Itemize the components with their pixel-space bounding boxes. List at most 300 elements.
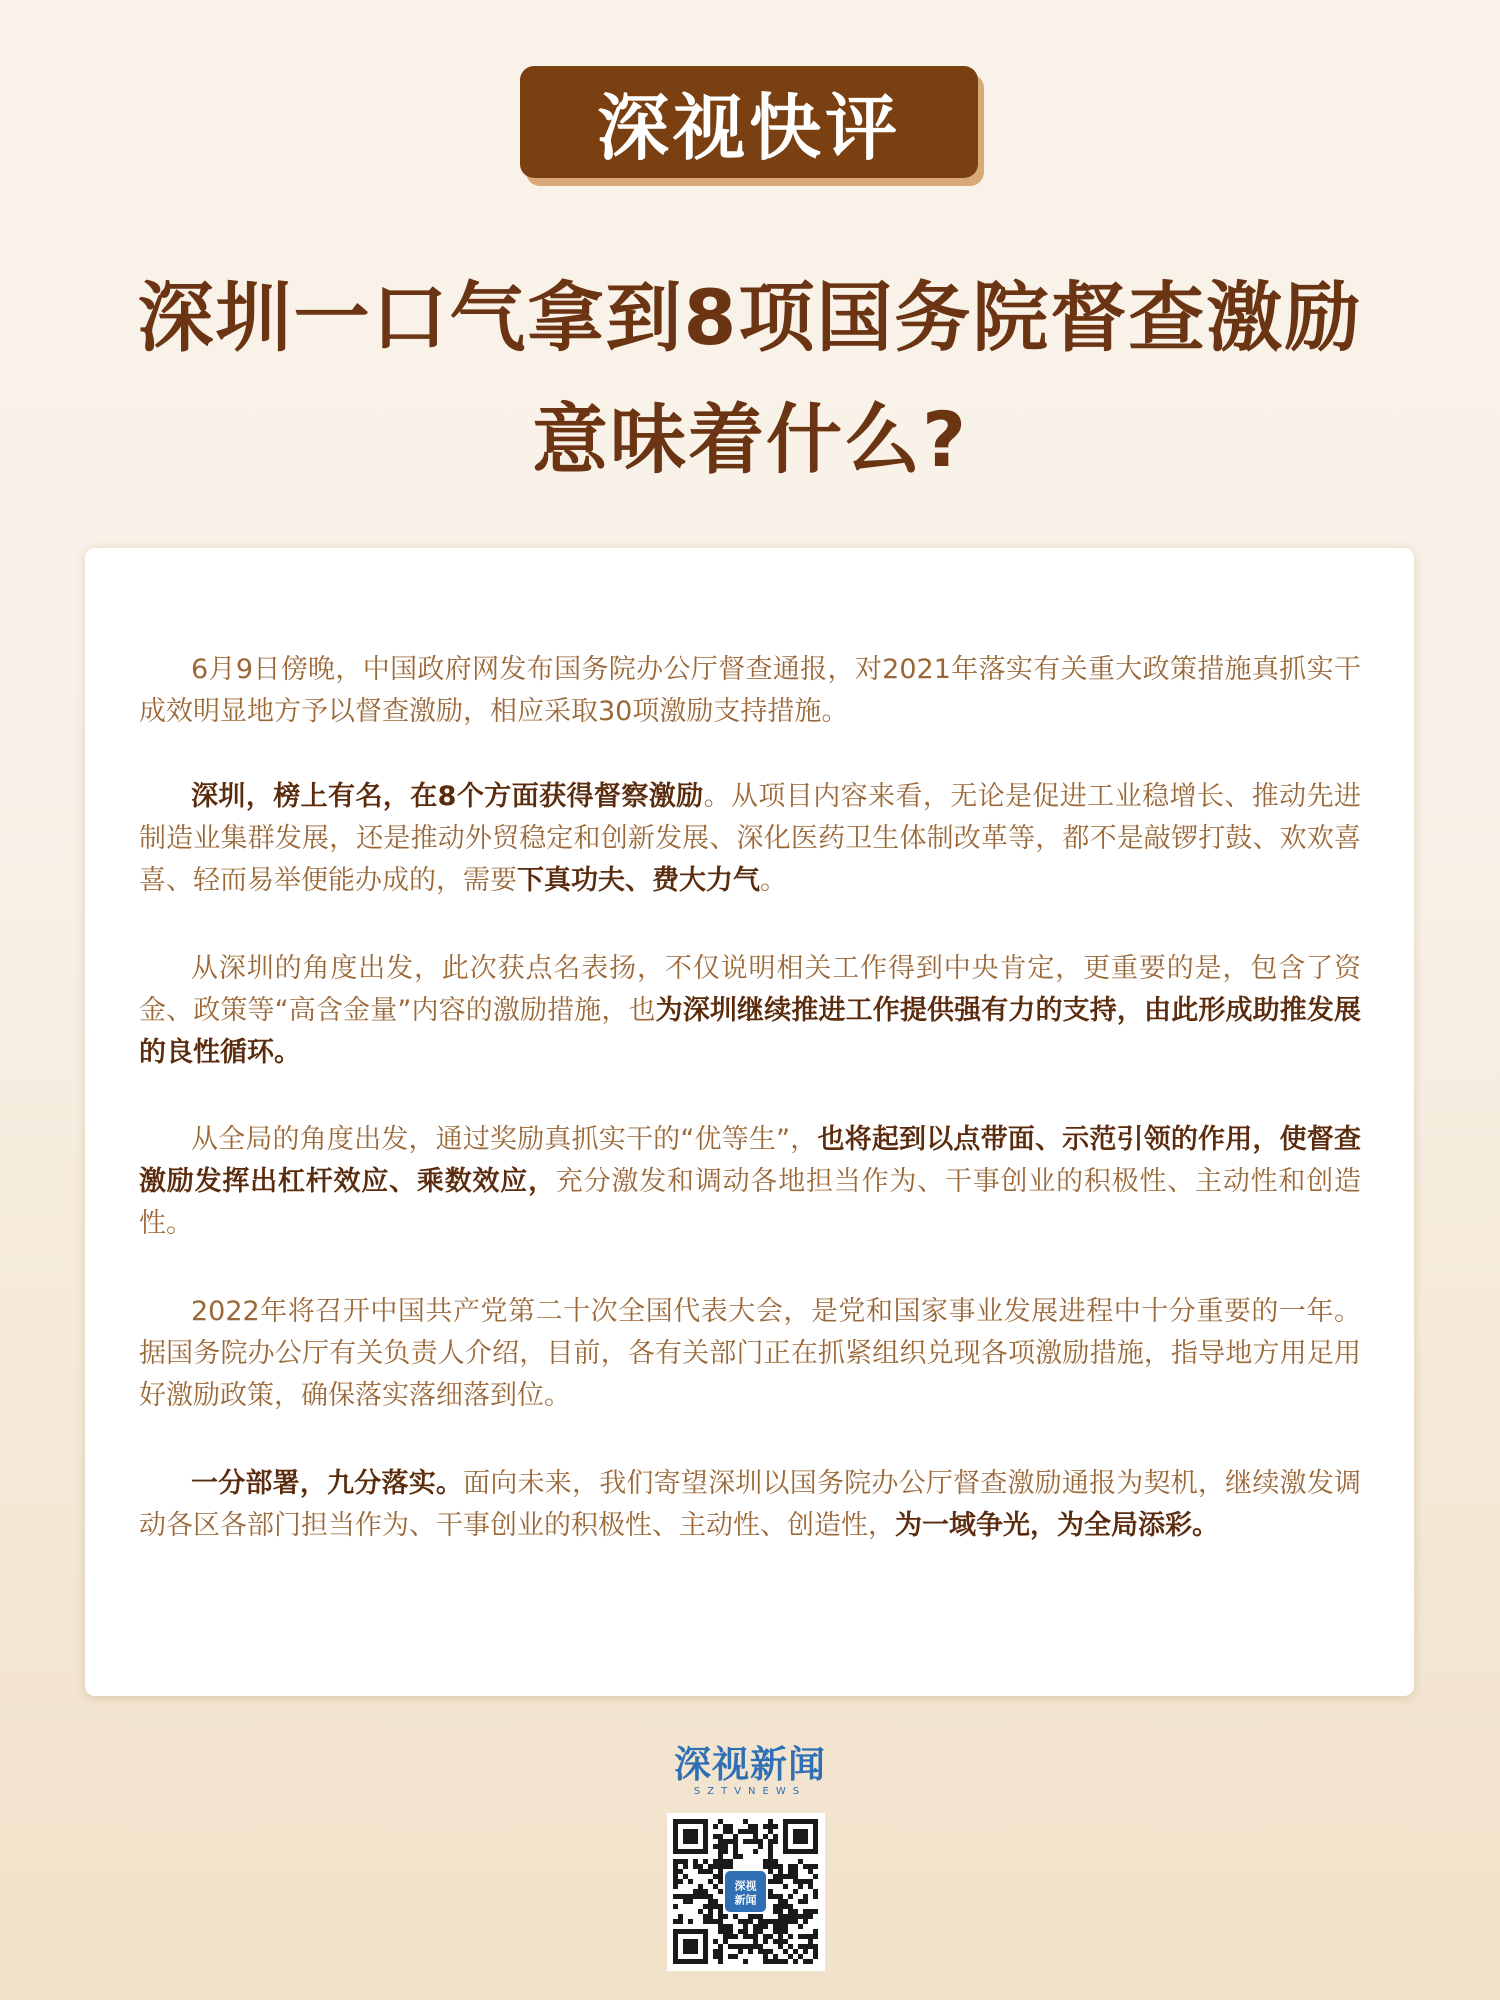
article-paragraph-2: [139, 776, 1361, 902]
qr-module: [778, 1899, 783, 1904]
qr-module: [748, 1839, 753, 1844]
qr-module: [708, 1919, 713, 1924]
qr-module: [673, 1874, 678, 1879]
qr-module: [798, 1924, 803, 1929]
qr-module: [753, 1914, 758, 1919]
qr-module: [793, 1869, 798, 1874]
qr-module: [763, 1934, 768, 1939]
qr-module: [718, 1859, 723, 1864]
qr-module: [813, 1934, 818, 1939]
qr-module: [703, 1859, 708, 1864]
qr-module: [718, 1849, 723, 1854]
qr-module: [708, 1869, 713, 1874]
qr-module: [808, 1884, 813, 1889]
qr-module: [763, 1864, 768, 1869]
column-badge-label: 深视快评: [520, 66, 978, 178]
paragraph-text: 充分激发和调动各地担当作为、干事创业的积极性、主动性和创造性。: [139, 1166, 1362, 1239]
qr-module: [748, 1919, 753, 1924]
qr-module: [723, 1929, 728, 1934]
qr-module: [813, 1874, 818, 1879]
qr-module: [713, 1864, 718, 1869]
qr-module: [783, 1874, 788, 1879]
qr-module: [733, 1834, 738, 1839]
qr-module: [808, 1909, 813, 1914]
qr-module: [758, 1844, 763, 1849]
sztv-news-logo: [660, 1745, 840, 1801]
qr-module: [798, 1944, 803, 1949]
qr-module: [783, 1904, 788, 1909]
qr-module: [788, 1944, 793, 1949]
qr-module: [768, 1824, 773, 1829]
qr-module: [718, 1889, 723, 1894]
qr-module: [718, 1919, 723, 1924]
qr-module: [728, 1924, 733, 1929]
qr-module: [798, 1859, 803, 1864]
qr-module: [778, 1959, 783, 1964]
qr-module: [718, 1819, 723, 1824]
qr-module: [713, 1904, 718, 1909]
qr-module: [808, 1959, 813, 1964]
qr-module: [743, 1924, 748, 1929]
qr-module: [813, 1889, 818, 1894]
qr-module: [718, 1839, 723, 1844]
qr-module: [693, 1859, 698, 1864]
qr-module: [748, 1934, 753, 1939]
qr-module: [773, 1894, 778, 1899]
qr-module: [738, 1829, 743, 1834]
qr-module: [763, 1924, 768, 1929]
qr-module: [703, 1914, 708, 1919]
qr-module: [753, 1834, 758, 1839]
qr-module: [693, 1889, 698, 1894]
qr-module: [768, 1959, 773, 1964]
qr-module: [723, 1829, 728, 1834]
paragraph-text: 6月9日傍晚，中国政府网发布国务院办公厅督查通报，对2021年落实有关重大政策措施真抓实干成效明显地方予以督查激励，相应采取30项激励支持措施。: [139, 654, 1361, 727]
qr-module: [708, 1899, 713, 1904]
qr-module: [778, 1904, 783, 1909]
qr-module: [768, 1869, 773, 1874]
qr-module: [718, 1874, 723, 1879]
qr-module: [753, 1849, 758, 1854]
qr-module: [723, 1839, 728, 1844]
qr-module: [698, 1864, 703, 1869]
paragraph-text: 面向未来，我们寄望深圳以国务院办公厅督查激励通报为契机，继续激发调动各区各部门担当作为、干事创业的积极性、主动性、创造性，: [139, 1468, 1362, 1541]
qr-module: [773, 1954, 778, 1959]
qr-module: [803, 1879, 808, 1884]
qr-module: [688, 1879, 693, 1884]
qr-module: [713, 1954, 718, 1959]
qr-module: [763, 1939, 768, 1944]
qr-module: [753, 1929, 758, 1934]
qr-module: [713, 1874, 718, 1879]
qr-logo-text-1: 深视: [734, 1879, 757, 1893]
qr-logo-text-2: 新闻: [734, 1893, 757, 1907]
qr-module: [728, 1864, 733, 1869]
qr-module: [713, 1899, 718, 1904]
qr-module: [723, 1859, 728, 1864]
article-paragraph-1: [139, 649, 1361, 733]
qr-module: [723, 1824, 728, 1829]
qr-module: [773, 1939, 778, 1944]
qr-module: [778, 1944, 783, 1949]
qr-module: [793, 1909, 798, 1914]
qr-module: [783, 1959, 788, 1964]
qr-module: [768, 1859, 773, 1864]
qr-module: [813, 1909, 818, 1914]
qr-module: [743, 1959, 748, 1964]
qr-module: [783, 1949, 788, 1954]
qr-module: [683, 1874, 688, 1879]
qr-module: [698, 1884, 703, 1889]
qr-module: [793, 1919, 798, 1924]
qr-module: [793, 1949, 798, 1954]
qr-module: [768, 1854, 773, 1859]
qr-module: [683, 1899, 688, 1904]
qr-module: [763, 1949, 768, 1954]
qr-module: [813, 1949, 818, 1954]
qr-module: [743, 1934, 748, 1939]
qr-module: [778, 1924, 783, 1929]
qr-module: [813, 1929, 818, 1934]
qr-module: [768, 1934, 773, 1939]
qr-module: [768, 1949, 773, 1954]
qr-module: [758, 1949, 763, 1954]
qr-module: [678, 1894, 683, 1899]
qr-module: [798, 1899, 803, 1904]
qr-module: [788, 1954, 793, 1959]
qr-module: [748, 1824, 753, 1829]
emphasis-text: 也将起到以点带面、示范引领的作用，使督查激励发挥出杠杆效应、乘数效应，: [139, 1124, 1361, 1197]
qr-module: [798, 1879, 803, 1884]
qr-module: [733, 1849, 738, 1854]
qr-module: [743, 1839, 748, 1844]
qr-module: [773, 1909, 778, 1914]
qr-module: [743, 1929, 748, 1934]
article-paragraph-4: [139, 1119, 1361, 1245]
qr-module: [713, 1824, 718, 1829]
qr-module: [718, 1909, 723, 1914]
qr-module: [773, 1824, 778, 1829]
qr-module: [813, 1894, 818, 1899]
qr-module: [718, 1954, 723, 1959]
qr-module: [688, 1899, 693, 1904]
qr-module: [793, 1874, 798, 1879]
qr-module: [733, 1854, 738, 1859]
qr-module: [773, 1959, 778, 1964]
qr-module: [778, 1909, 783, 1914]
qr-module: [678, 1914, 683, 1919]
qr-module: [788, 1894, 793, 1899]
qr-module: [718, 1904, 723, 1909]
qr-module: [683, 1864, 688, 1869]
emphasis-text: 一分部署，九分落实。: [191, 1468, 464, 1499]
qr-module: [703, 1894, 708, 1899]
qr-module: [793, 1879, 798, 1884]
qr-module: [753, 1829, 758, 1834]
qr-module: [698, 1894, 703, 1899]
qr-module: [738, 1854, 743, 1859]
qr-module: [703, 1889, 708, 1894]
qr-module: [718, 1834, 723, 1839]
emphasis-text: 下真功夫、费大力气: [517, 865, 760, 896]
qr-module: [708, 1879, 713, 1884]
qr-module: [713, 1939, 718, 1944]
logo-subtext: SZTVNEWS: [693, 1786, 807, 1797]
qr-module: [683, 1894, 688, 1899]
qr-module: [723, 1914, 728, 1919]
qr-module: [723, 1924, 728, 1929]
qr-module: [768, 1894, 773, 1899]
qr-module: [713, 1834, 718, 1839]
qr-module: [708, 1894, 713, 1899]
qr-module: [718, 1959, 723, 1964]
qr-module: [718, 1864, 723, 1869]
qr-module: [778, 1879, 783, 1884]
qr-module: [758, 1914, 763, 1919]
qr-module: [723, 1939, 728, 1944]
qr-module: [803, 1959, 808, 1964]
qr-module: [733, 1954, 738, 1959]
qr-module: [718, 1944, 723, 1949]
qr-module: [803, 1914, 808, 1919]
qr-module: [728, 1859, 733, 1864]
qr-module: [713, 1884, 718, 1889]
qr-module: [813, 1944, 818, 1949]
qr-module: [728, 1824, 733, 1829]
qr-module: [718, 1949, 723, 1954]
qr-module: [783, 1924, 788, 1929]
qr-module: [808, 1914, 813, 1919]
qr-module: [758, 1919, 763, 1924]
qr-module: [708, 1904, 713, 1909]
qr-module: [788, 1869, 793, 1874]
qr-module: [718, 1929, 723, 1934]
qr-module: [708, 1864, 713, 1869]
qr-module: [708, 1914, 713, 1919]
qr-module: [688, 1894, 693, 1899]
logo-text: 深视新闻: [674, 1743, 826, 1786]
qr-module: [733, 1944, 738, 1949]
paragraph-text: 。: [760, 865, 787, 896]
qr-module: [748, 1949, 753, 1954]
qr-code-icon: [667, 1813, 825, 1971]
qr-module: [773, 1859, 778, 1864]
article-paragraph-6: [139, 1463, 1361, 1547]
qr-module: [803, 1864, 808, 1869]
qr-module: [788, 1909, 793, 1914]
qr-module: [803, 1909, 808, 1914]
qr-module: [813, 1954, 818, 1959]
qr-module: [773, 1879, 778, 1884]
qr-module: [743, 1919, 748, 1924]
qr-module: [758, 1839, 763, 1844]
qr-module: [778, 1934, 783, 1939]
qr-module: [803, 1894, 808, 1899]
qr-module: [728, 1929, 733, 1934]
qr-module: [813, 1864, 818, 1869]
qr-module: [693, 1894, 698, 1899]
qr-module: [733, 1914, 738, 1919]
qr-module: [798, 1914, 803, 1919]
qr-module: [788, 1914, 793, 1919]
qr-module: [678, 1859, 683, 1864]
qr-module: [768, 1879, 773, 1884]
qr-module: [698, 1909, 703, 1914]
qr-module: [673, 1919, 678, 1924]
qr-module: [673, 1879, 678, 1884]
qr-module: [773, 1919, 778, 1924]
qr-module: [733, 1839, 738, 1844]
qr-module: [733, 1934, 738, 1939]
qr-module: [763, 1824, 768, 1829]
qr-module: [778, 1919, 783, 1924]
qr-module: [783, 1914, 788, 1919]
qr-module: [783, 1899, 788, 1904]
qr-module: [708, 1909, 713, 1914]
qr-module: [768, 1889, 773, 1894]
qr-module: [773, 1904, 778, 1909]
qr-module: [793, 1914, 798, 1919]
qr-module: [798, 1934, 803, 1939]
qr-module: [808, 1869, 813, 1874]
qr-code[interactable]: [667, 1813, 825, 1971]
column-badge: [520, 66, 982, 184]
qr-module: [788, 1919, 793, 1924]
qr-module: [728, 1934, 733, 1939]
qr-module: [763, 1919, 768, 1924]
article-paragraph-5: [139, 1291, 1361, 1417]
paragraph-text: 从全局的角度出发，通过奖励真抓实干的“优等生”，: [191, 1124, 818, 1155]
qr-module: [763, 1834, 768, 1839]
qr-module: [698, 1889, 703, 1894]
qr-module: [768, 1919, 773, 1924]
qr-module: [778, 1864, 783, 1869]
qr-module: [788, 1904, 793, 1909]
paragraph-text: 。从项目内容来看，无论是促进工业稳增长、推动先进制造业集群发展，还是推动外贸稳定和创新发展、深化医药卫生体制改革等，都不是敲锣打鼓、欢欢喜喜、轻而易举便能办成的，需要: [139, 781, 1361, 896]
qr-module: [683, 1859, 688, 1864]
article-paragraph-3: [139, 948, 1361, 1074]
qr-module: [743, 1829, 748, 1834]
qr-module: [723, 1844, 728, 1849]
qr-module: [788, 1864, 793, 1869]
qr-module: [713, 1919, 718, 1924]
qr-module: [768, 1829, 773, 1834]
qr-module: [738, 1919, 743, 1924]
qr-module: [728, 1829, 733, 1834]
qr-module: [718, 1879, 723, 1884]
qr-module: [773, 1874, 778, 1879]
qr-module: [678, 1919, 683, 1924]
qr-module: [723, 1864, 728, 1869]
qr-module: [753, 1924, 758, 1929]
qr-module: [778, 1869, 783, 1874]
qr-module: [728, 1944, 733, 1949]
qr-module: [698, 1869, 703, 1874]
qr-module: [773, 1929, 778, 1934]
qr-module: [673, 1859, 678, 1864]
qr-module: [768, 1864, 773, 1869]
qr-module: [718, 1869, 723, 1874]
qr-module: [803, 1944, 808, 1949]
qr-module: [778, 1914, 783, 1919]
qr-module: [783, 1919, 788, 1924]
qr-module: [728, 1954, 733, 1959]
paragraph-text: 从深圳的角度出发，此次获点名表扬，不仅说明相关工作得到中央肯定，更重要的是，包含了资金、政策等“高含金量”内容的激励措施，也: [139, 953, 1361, 1026]
qr-module: [803, 1949, 808, 1954]
qr-module: [808, 1939, 813, 1944]
qr-module: [758, 1924, 763, 1929]
qr-module: [713, 1859, 718, 1864]
qr-module: [748, 1944, 753, 1949]
qr-module: [673, 1904, 678, 1909]
qr-module: [793, 1864, 798, 1869]
qr-module: [778, 1929, 783, 1934]
qr-module: [693, 1864, 698, 1869]
qr-module: [688, 1919, 693, 1924]
qr-finder-inner: [683, 1939, 698, 1954]
qr-module: [768, 1839, 773, 1844]
qr-module: [703, 1869, 708, 1874]
qr-module: [718, 1924, 723, 1929]
qr-module: [783, 1939, 788, 1944]
qr-module: [713, 1844, 718, 1849]
qr-module: [738, 1944, 743, 1949]
qr-module: [788, 1934, 793, 1939]
qr-module: [793, 1959, 798, 1964]
qr-finder-inner: [683, 1829, 698, 1844]
qr-module: [748, 1914, 753, 1919]
qr-module: [738, 1929, 743, 1934]
qr-module: [753, 1839, 758, 1844]
qr-module: [808, 1944, 813, 1949]
qr-module: [723, 1934, 728, 1939]
qr-module: [678, 1869, 683, 1874]
qr-module: [798, 1884, 803, 1889]
qr-module: [748, 1829, 753, 1834]
qr-module: [773, 1924, 778, 1929]
emphasis-text: 为一域争光，为全局添彩。: [895, 1510, 1219, 1541]
qr-module: [743, 1819, 748, 1824]
qr-module: [783, 1929, 788, 1934]
qr-module: [778, 1939, 783, 1944]
qr-module: [778, 1894, 783, 1899]
qr-module: [788, 1874, 793, 1879]
qr-module: [763, 1859, 768, 1864]
qr-module: [763, 1954, 768, 1959]
qr-module: [753, 1944, 758, 1949]
qr-module: [718, 1844, 723, 1849]
qr-module: [808, 1934, 813, 1939]
qr-module: [803, 1899, 808, 1904]
qr-module: [773, 1839, 778, 1844]
qr-module: [743, 1944, 748, 1949]
qr-module: [758, 1929, 763, 1934]
qr-module: [808, 1879, 813, 1884]
qr-module: [798, 1954, 803, 1959]
qr-module: [728, 1839, 733, 1844]
qr-module: [773, 1834, 778, 1839]
qr-module: [768, 1849, 773, 1854]
qr-module: [718, 1854, 723, 1859]
qr-module: [713, 1949, 718, 1954]
qr-module: [783, 1884, 788, 1889]
qr-module: [763, 1959, 768, 1964]
qr-module: [793, 1889, 798, 1894]
paragraph-text: 2022年将召开中国共产党第二十次全国代表大会，是党和国家事业发展进程中十分重要的一年。据国务院办公厅有关负责人介绍，目前，各有关部门正在抓紧组织兑现各项激励措施，指导地方用足用好激励政策，确保落实落细落到位。: [139, 1296, 1361, 1411]
qr-module: [718, 1914, 723, 1919]
qr-module: [723, 1849, 728, 1854]
qr-module: [758, 1944, 763, 1949]
